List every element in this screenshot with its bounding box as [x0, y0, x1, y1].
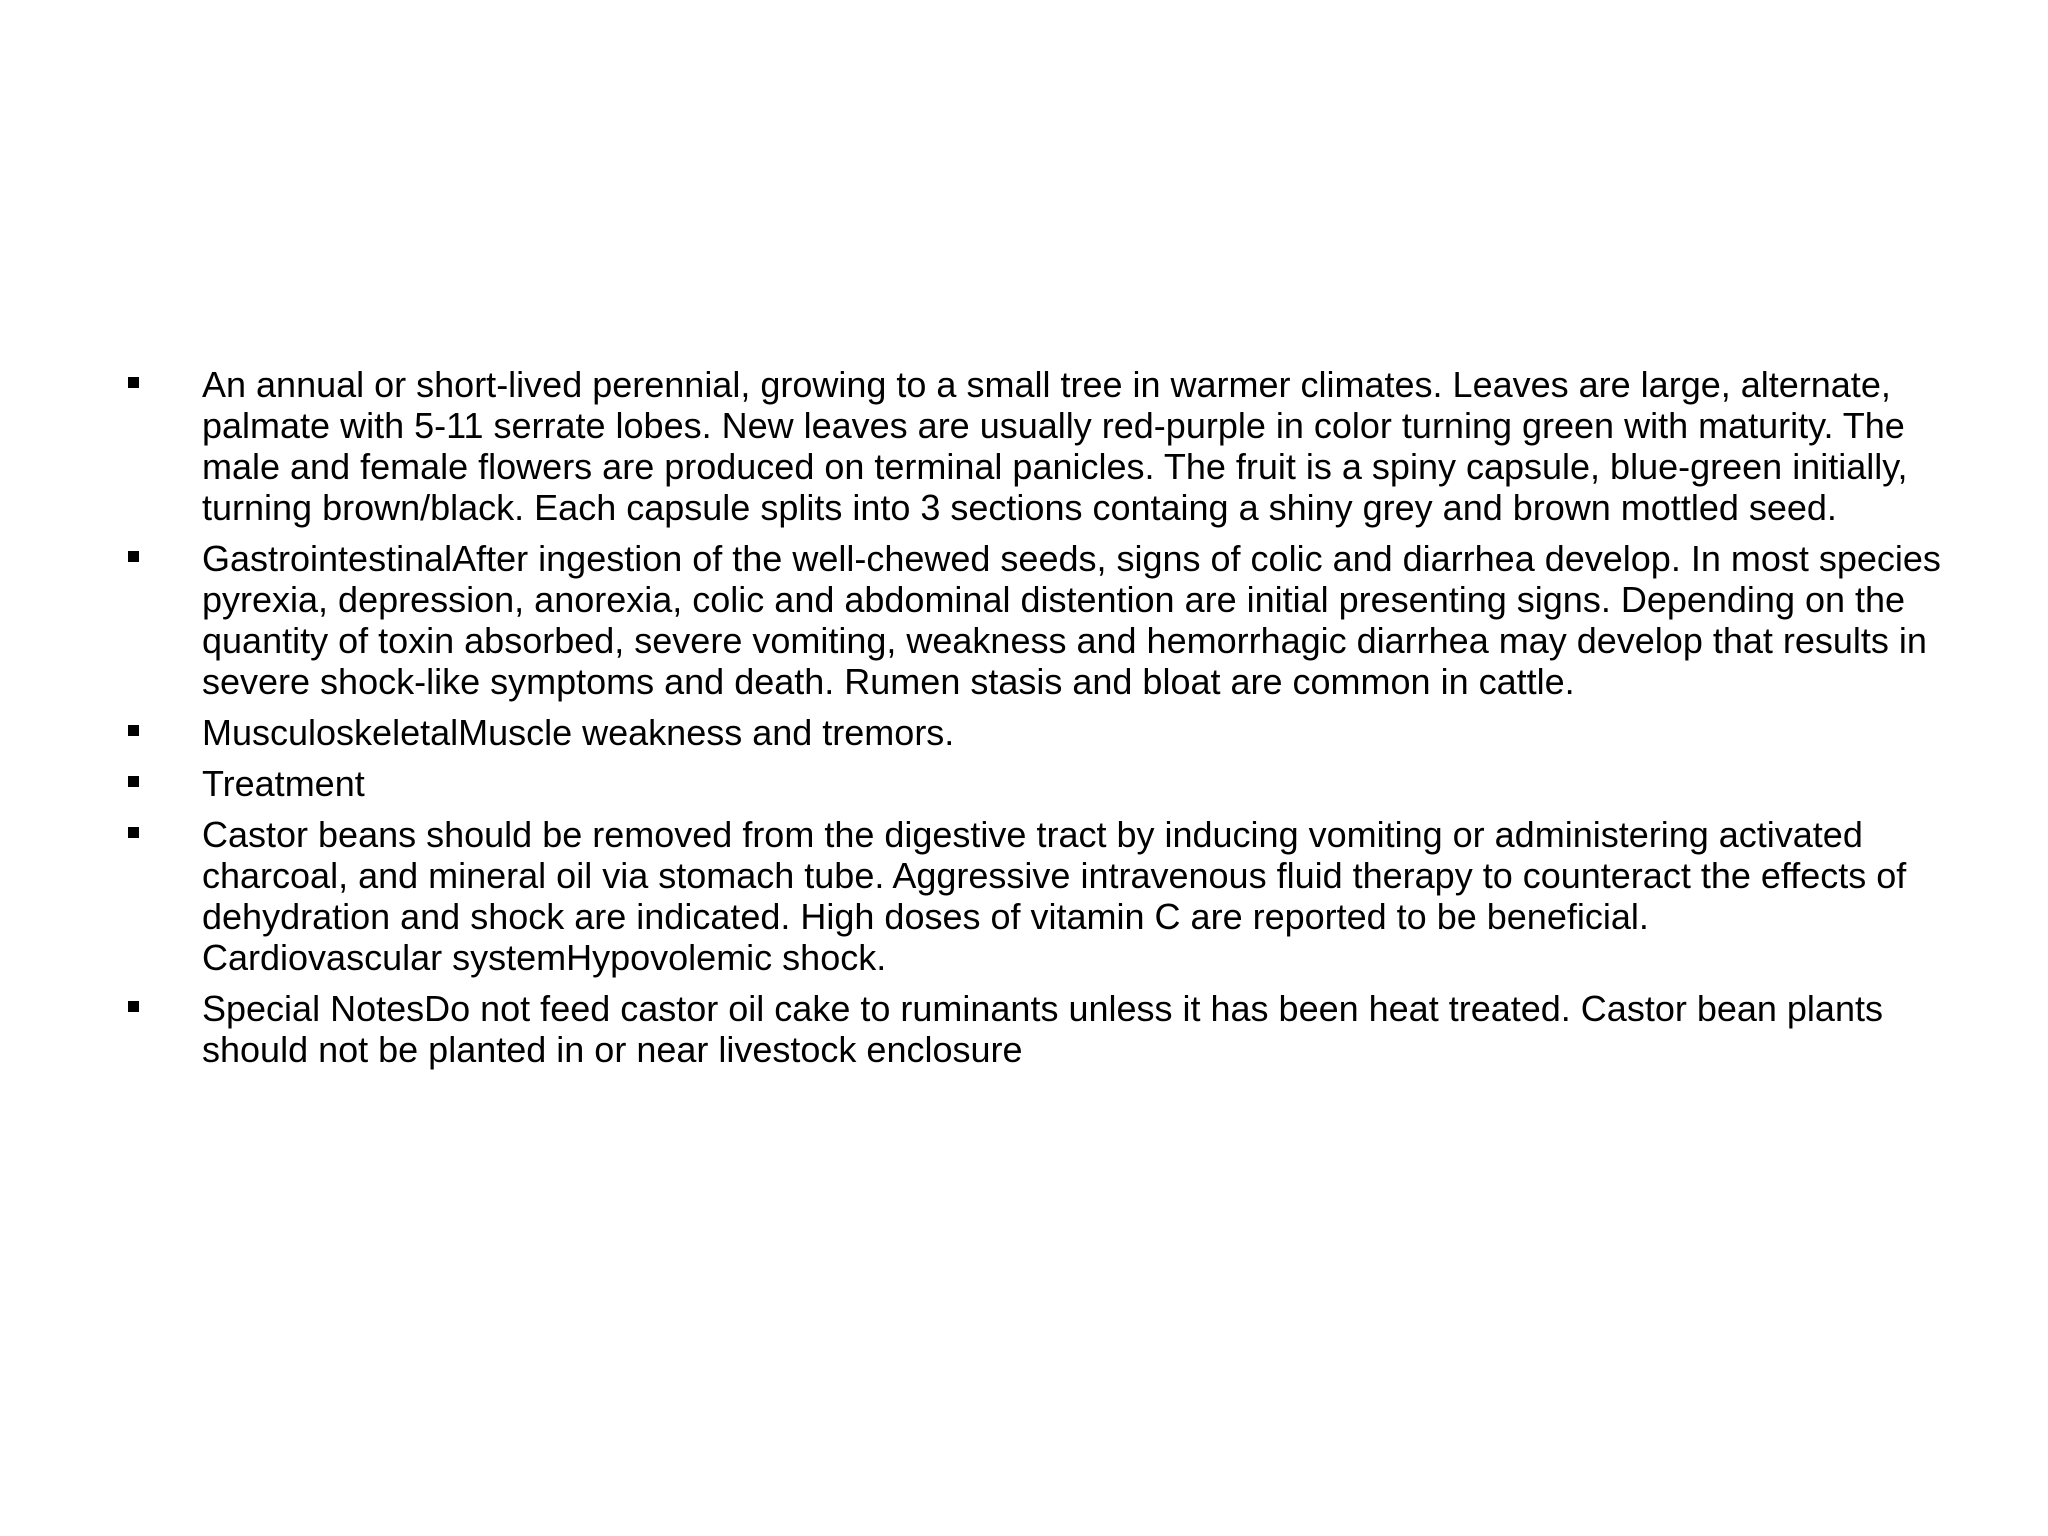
bullet-item-plant-description	[120, 364, 1960, 528]
bullet-text: Treatment	[202, 763, 365, 804]
bullet-item-treatment-details	[120, 814, 1960, 978]
square-bullet-icon	[128, 776, 139, 787]
square-bullet-icon	[128, 551, 139, 562]
bullet-text: Special NotesDo not feed castor oil cake to ruminants unless it has been heat treated. Castor bean plants should not be planted in or near livestock enclosure	[202, 988, 1883, 1070]
bullet-list	[120, 364, 1960, 1080]
bullet-text: MusculoskeletalMuscle weakness and tremors.	[202, 712, 955, 753]
bullet-text: GastrointestinalAfter ingestion of the well-chewed seeds, signs of colic and diarrhea develop. In most species pyrexia, depression, anorexia, colic and abdominal distention are initial presenting signs. Depending on the quantity of toxin absorbed, severe vomiting, weakness and hemorrhagic diarrhea may develop that results in severe shock-like symptoms and death. Rumen stasis and bloat are common in cattle.	[202, 538, 1941, 702]
bullet-item-treatment-heading	[120, 763, 1960, 804]
bullet-item-special-notes	[120, 988, 1960, 1070]
bullet-text: Castor beans should be removed from the digestive tract by inducing vomiting or administering activated charcoal, and mineral oil via stomach tube. Aggressive intravenous fluid therapy to counteract the effects of dehydration and shock are indicated. High doses of vitamin C are reported to be beneficial.	[202, 814, 1907, 937]
bullet-item-musculoskeletal	[120, 712, 1960, 753]
bullet-text: An annual or short-lived perennial, growing to a small tree in warmer climates. Leaves are large, alternate, palmate with 5-11 serrate lobes. New leaves are usually red-purple in color turning green with maturity. The male and female flowers are produced on terminal panicles. The fruit is a spiny capsule, blue-green initially, turning brown/black. Each capsule splits into 3 sections containg a shiny grey and brown mottled seed.	[202, 364, 1908, 528]
bullet-item-gastrointestinal	[120, 538, 1960, 702]
square-bullet-icon	[128, 377, 139, 388]
square-bullet-icon	[128, 725, 139, 736]
bullet-subline-cardiovascular: Cardiovascular systemHypovolemic shock.	[202, 937, 887, 978]
square-bullet-icon	[128, 827, 139, 838]
square-bullet-icon	[128, 1001, 139, 1012]
